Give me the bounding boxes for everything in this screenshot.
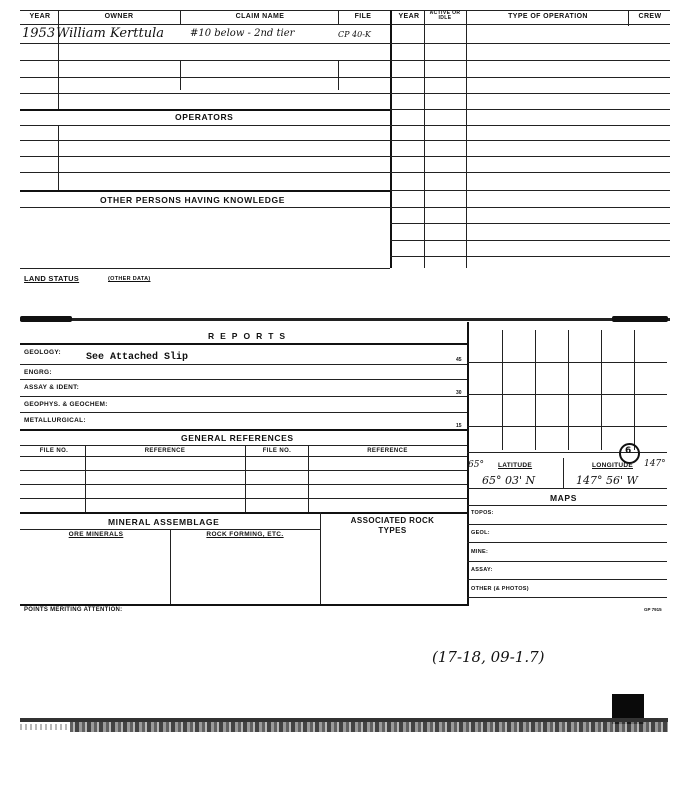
latitude-label: LATITUDE — [498, 462, 533, 469]
long-suffix: 147° — [644, 459, 666, 469]
header-claim-name: CLAIM NAME — [235, 13, 285, 20]
header-year: YEAR — [29, 13, 51, 20]
form-number: GP 7915 — [644, 607, 662, 612]
row1-file: CP 40-K — [338, 30, 371, 39]
header-year-2: YEAR — [398, 13, 420, 20]
rock-forming-heading: ROCK FORMING, ETC. — [206, 531, 284, 538]
reports-geology-label: GEOLOGY: — [24, 349, 61, 356]
header-active-idle: ACTIVE OR IDLE — [429, 10, 461, 21]
reports-geophys-label: GEOPHYS. & GEOCHEM: — [24, 401, 108, 408]
other-persons-heading: OTHER PERSONS HAVING KNOWLEDGE — [100, 195, 286, 205]
mineral-assemblage-heading: MINERAL ASSEMBLAGE — [108, 517, 220, 527]
associated-rock-types-heading: ASSOCIATED ROCK TYPES — [350, 516, 435, 535]
grid-number: 6 — [625, 446, 632, 456]
row1-owner: William Kerttula — [56, 26, 164, 41]
gr-header-file-no-1: FILE NO. — [39, 448, 69, 454]
general-references-heading: GENERAL REFERENCES — [181, 433, 294, 443]
longitude-label: LONGITUDE — [592, 462, 633, 469]
reports-num-30: 30 — [456, 390, 462, 396]
maps-topos-label: TOPOS: — [471, 510, 494, 516]
land-status-heading: LAND STATUS — [24, 274, 80, 283]
gr-header-file-no-2: FILE NO. — [262, 448, 292, 454]
operators-heading: OPERATORS — [175, 112, 234, 122]
gr-header-reference-2: REFERENCE — [367, 448, 408, 454]
longitude-value: 147° 56' W — [576, 474, 638, 487]
reports-engrg-label: ENGRG: — [24, 369, 52, 376]
reports-assay-label: ASSAY & IDENT: — [24, 384, 80, 391]
points-meriting-attention: POINTS MERITING ATTENTION: — [24, 607, 123, 613]
lat-prefix: 65° — [468, 460, 484, 470]
row1-claim-name: #10 below - 2nd tier — [190, 28, 295, 39]
gr-header-reference-1: REFERENCE — [144, 448, 186, 454]
maps-geol-label: GEOL: — [471, 530, 490, 536]
maps-other-label: OTHER (& PHOTOS) — [471, 586, 529, 592]
land-status-subheading: (OTHER DATA) — [108, 276, 151, 282]
reports-geology-value: See Attached Slip — [86, 352, 189, 363]
maps-heading: MAPS — [550, 493, 577, 503]
header-crew: CREW — [638, 13, 662, 20]
header-owner: OWNER — [104, 13, 134, 20]
ore-minerals-heading: ORE MINERALS — [68, 531, 124, 538]
handwritten-reference: (17-18, 09-1.7) — [432, 648, 545, 666]
reports-num-45: 45 — [456, 357, 462, 363]
header-type-of-operation: TYPE OF OPERATION — [508, 13, 588, 20]
latitude-value: 65° 03' N — [482, 474, 536, 487]
maps-assay-label: ASSAY: — [471, 567, 493, 573]
reports-heading: REPORTS — [208, 331, 292, 341]
row1-year: 1953 — [22, 26, 56, 41]
header-file: FILE — [354, 13, 372, 20]
maps-mine-label: MINE: — [471, 549, 489, 555]
reports-num-15: 15 — [456, 423, 462, 429]
reports-metallurgical-label: METALLURGICAL: — [24, 417, 86, 424]
